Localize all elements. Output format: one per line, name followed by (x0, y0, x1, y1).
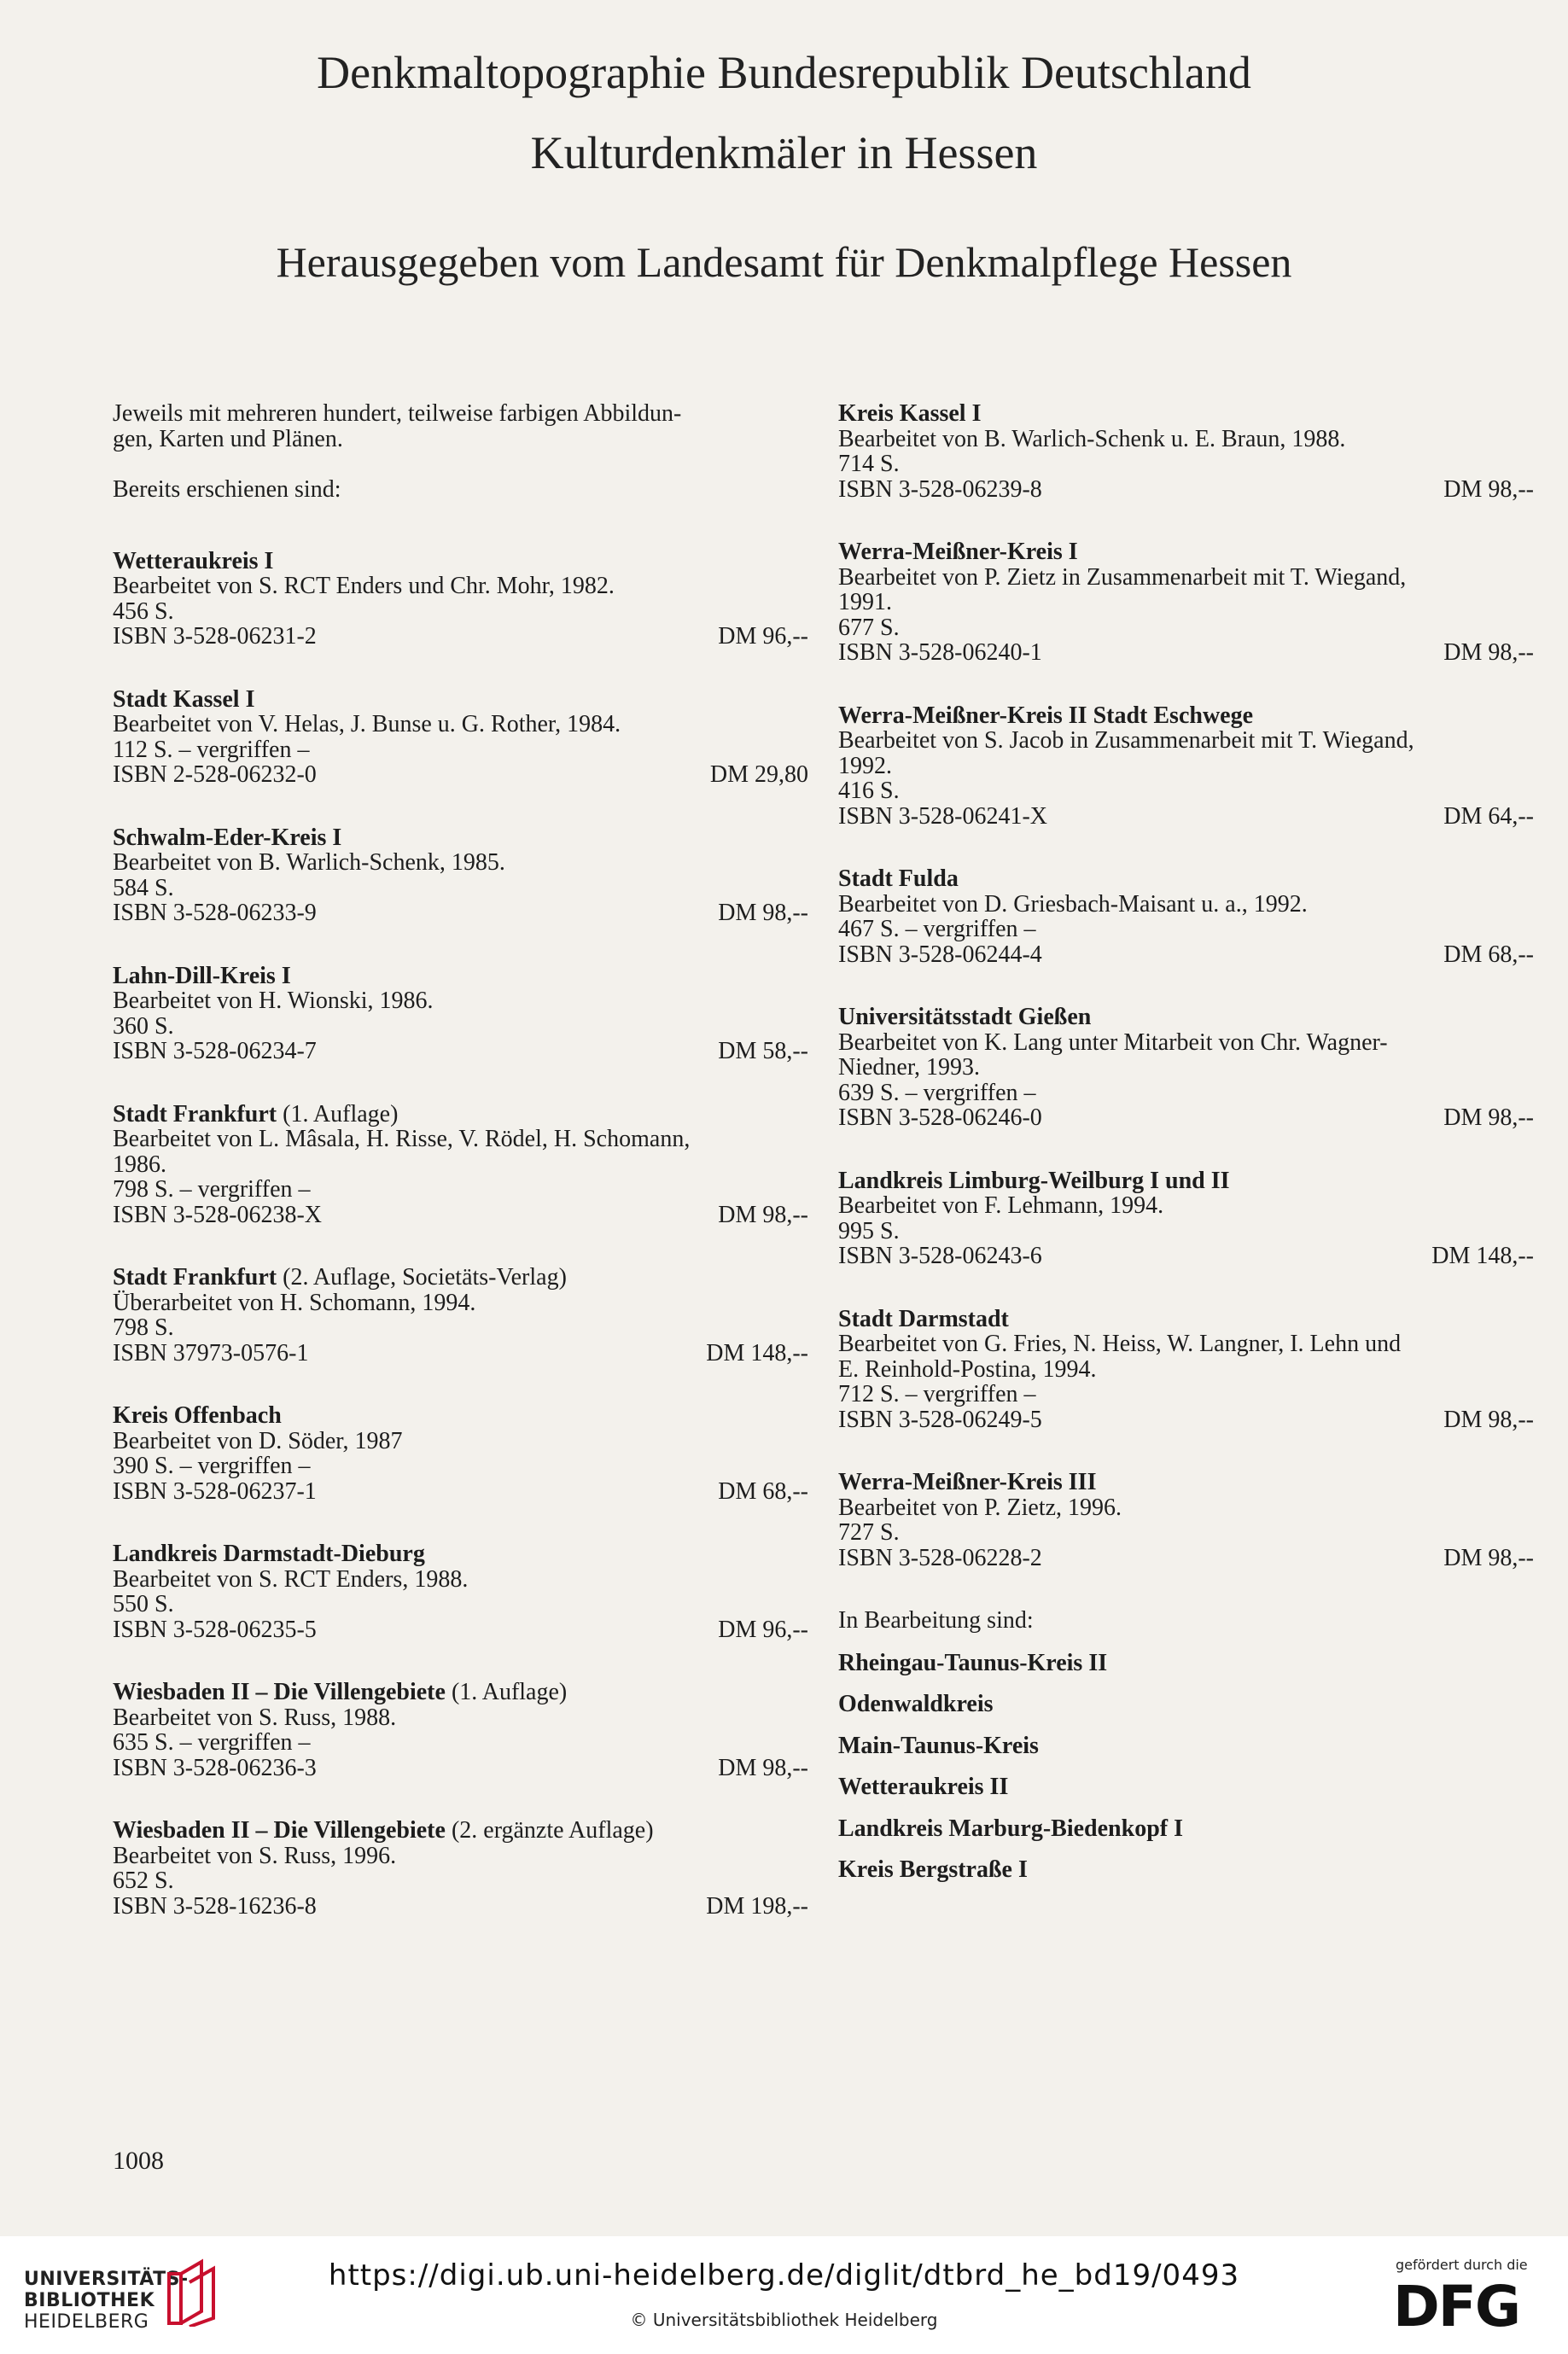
volume-entry (838, 1005, 1534, 1131)
volume-title (113, 1541, 808, 1567)
volume-detail: 1992. (838, 752, 892, 779)
volume-detail: 798 S. (113, 1314, 174, 1341)
isbn: ISBN 3-528-06235-5 (113, 1616, 317, 1643)
series-subtitle: Kulturdenkmäler in Hessen (530, 127, 1038, 178)
in-progress-label: In Bearbeitung sind: (838, 1607, 1034, 1634)
isbn: ISBN 3-528-06236-3 (113, 1754, 317, 1781)
in-progress-item: Odenwaldkreis (838, 1691, 994, 1717)
price: DM 148,-- (706, 1339, 808, 1366)
volume-title (113, 687, 808, 713)
source-url-link[interactable]: https://digi.ub.uni-heidelberg.de/diglit/dtbrd_he_bd19/0493 (328, 2258, 1240, 2293)
isbn-price-row (838, 1407, 1534, 1433)
isbn-price-row (838, 1546, 1534, 1571)
volume-detail: 1991. (838, 589, 892, 615)
volume-title-text: Universitätsstadt Gießen (838, 1004, 1092, 1030)
isbn: ISBN 3-528-06233-9 (113, 900, 317, 926)
intro-line: gen, Karten und Plänen. (113, 425, 343, 452)
volume-entry (838, 703, 1534, 830)
price: DM 68,-- (1443, 941, 1534, 968)
volume-entry (113, 825, 808, 926)
volume-detail: Bearbeitet von F. Lehmann, 1994. (838, 1192, 1164, 1219)
volume-entry (838, 1470, 1534, 1570)
volume-detail: Bearbeitet von S. Russ, 1996. (113, 1842, 397, 1869)
volume-detail: Bearbeitet von H. Wionski, 1986. (113, 988, 434, 1014)
volume-title-text: Wiesbaden II – Die Villengebiete (113, 1679, 446, 1705)
in-progress-section (838, 1608, 1534, 1883)
volume-detail: Bearbeitet von D. Söder, 1987 (113, 1427, 403, 1454)
isbn-price-row (113, 900, 808, 926)
library-name-line: BIBLIOTHEK (24, 2290, 155, 2311)
isbn: ISBN 3-528-06228-2 (838, 1544, 1042, 1571)
volume-entry (838, 539, 1534, 666)
right-column (838, 401, 1534, 1899)
volume-detail: 635 S. – vergriffen – (113, 1729, 311, 1756)
funding-caption: gefördert durch die (1396, 2257, 1528, 2273)
volume-detail: 714 S. (838, 451, 900, 477)
volume-title-text: Stadt Kassel I (113, 685, 255, 713)
volume-detail: Bearbeitet von S. Jacob in Zusammenarbeit mit T. Wiegand, (838, 727, 1414, 754)
volume-detail: Bearbeitet von S. Russ, 1988. (113, 1704, 397, 1731)
volume-detail: Bearbeitet von B. Warlich-Schenk, 1985. (113, 849, 505, 876)
price: DM 198,-- (706, 1892, 808, 1920)
isbn: ISBN 3-528-06239-8 (838, 475, 1042, 503)
isbn-price-row (113, 1203, 808, 1228)
volume-entry (838, 401, 1534, 502)
in-progress-item: Landkreis Marburg-Biedenkopf I (838, 1815, 1183, 1842)
volume-entry (838, 866, 1534, 967)
volume-entry (113, 1541, 808, 1642)
volume-detail: 727 S. (838, 1519, 900, 1546)
volume-title (838, 1005, 1534, 1030)
library-name-line: UNIVERSITÄTS- (24, 2269, 189, 2290)
price: DM 98,-- (718, 900, 808, 926)
volume-title-text: Wetteraukreis I (113, 547, 274, 574)
volume-detail: 712 S. – vergriffen – (838, 1381, 1036, 1407)
volume-title-text: Stadt Darmstadt (838, 1305, 1009, 1332)
price: DM 29,80 (709, 761, 808, 788)
volume-detail: Überarbeitet von H. Schomann, 1994. (113, 1289, 476, 1316)
volume-title (113, 1680, 808, 1705)
isbn-price-row (113, 762, 808, 788)
isbn-price-row (113, 1039, 808, 1064)
volume-title-text: Werra-Meißner-Kreis II Stadt Eschwege (838, 702, 1254, 729)
volume-entry (113, 687, 808, 788)
volume-edition-note: (2. Auflage, Societäts-Verlag) (277, 1264, 567, 1291)
published-label: Bereits erschienen sind: (113, 476, 341, 503)
price: DM 96,-- (718, 623, 808, 650)
volume-edition-note: (2. ergänzte Auflage) (445, 1817, 654, 1844)
volume-title-text: Wiesbaden II – Die Villengebiete (113, 1817, 446, 1844)
volume-detail: 1986. (113, 1151, 166, 1178)
in-progress-item: Rheingau-Taunus-Kreis II (838, 1649, 1108, 1676)
in-progress-item: Kreis Bergstraße I (838, 1856, 1028, 1883)
volume-detail: 467 S. – vergriffen – (838, 916, 1036, 942)
isbn: ISBN 3-528-06234-7 (113, 1038, 317, 1064)
isbn: ISBN 3-528-06238-X (113, 1201, 322, 1228)
series-title: Denkmaltopographie Bundesrepublik Deutschland (317, 47, 1251, 98)
volume-detail: Niedner, 1993. (838, 1054, 981, 1081)
isbn-price-row (838, 477, 1534, 503)
volume-detail: 677 S. (838, 614, 900, 641)
volume-detail: Bearbeitet von K. Lang unter Mitarbeit von Chr. Wagner- (838, 1028, 1388, 1056)
library-name-line: HEIDELBERG (24, 2311, 149, 2333)
volume-title-text: Werra-Meißner-Kreis I (838, 539, 1078, 565)
volume-detail: Bearbeitet von L. Mâsala, H. Risse, V. Rödel, H. Schomann, (113, 1126, 691, 1152)
publisher-line: Herausgegeben vom Landesamt für Denkmalpflege Hessen (276, 238, 1292, 286)
volume-title (838, 401, 1534, 427)
price: DM 98,-- (718, 1754, 808, 1781)
isbn: ISBN 3-528-06237-1 (113, 1477, 317, 1505)
volume-title (838, 1168, 1534, 1194)
volume-title (838, 539, 1534, 565)
volume-detail: Bearbeitet von V. Helas, J. Bunse u. G. Rother, 1984. (113, 711, 621, 737)
volume-detail: Bearbeitet von G. Fries, N. Heiss, W. Langner, I. Lehn und (838, 1331, 1402, 1357)
volume-title (113, 1818, 808, 1844)
volume-entry (113, 1818, 808, 1919)
volume-detail: 390 S. – vergriffen – (113, 1453, 311, 1479)
volume-entry (838, 1168, 1534, 1269)
volume-detail: 360 S. (113, 1012, 174, 1040)
volume-entry (113, 1265, 808, 1366)
price: DM 98,-- (1443, 475, 1534, 503)
price: DM 148,-- (1431, 1243, 1534, 1269)
isbn: ISBN 37973-0576-1 (113, 1339, 309, 1366)
in-progress-item: Main-Taunus-Kreis (838, 1732, 1039, 1759)
volume-title (838, 703, 1534, 729)
volume-detail: 798 S. – vergriffen – (113, 1176, 311, 1203)
volume-title (113, 1102, 808, 1127)
isbn-price-row (113, 1894, 808, 1920)
intro-text (113, 401, 808, 452)
isbn-price-row (113, 1756, 808, 1781)
volume-detail: 652 S. (113, 1867, 174, 1894)
volume-entry (113, 964, 808, 1064)
volume-title (113, 549, 808, 574)
price: DM 96,-- (718, 1616, 808, 1643)
volume-detail: 456 S. (113, 597, 174, 625)
isbn: ISBN 2-528-06232-0 (113, 761, 317, 788)
isbn: ISBN 3-528-06246-0 (838, 1104, 1042, 1131)
volume-edition-note: (1. Auflage) (277, 1100, 399, 1127)
volume-title-text: Landkreis Limburg-Weilburg I und II (838, 1167, 1230, 1194)
in-progress-list (838, 1651, 1534, 1883)
volume-title-text: Werra-Meißner-Kreis III (838, 1469, 1097, 1495)
copyright-notice: © Universitätsbibliothek Heidelberg (630, 2310, 938, 2330)
volume-detail: Bearbeitet von P. Zietz in Zusammenarbeit mit T. Wiegand, (838, 563, 1407, 591)
volume-entry (838, 1307, 1534, 1433)
volume-detail: 112 S. – vergriffen – (113, 736, 310, 763)
footer-bar (0, 2236, 1568, 2354)
published-volume-list (113, 549, 808, 1920)
volume-entry (113, 1102, 808, 1228)
isbn: ISBN 3-528-06244-4 (838, 941, 1042, 968)
volume-title (838, 1307, 1534, 1332)
volume-title-text: Stadt Frankfurt (113, 1264, 277, 1291)
published-volume-list (838, 401, 1534, 1570)
isbn: ISBN 3-528-16236-8 (113, 1892, 317, 1920)
isbn-price-row (113, 1617, 808, 1643)
isbn-price-row (838, 1105, 1534, 1131)
price: DM 68,-- (718, 1477, 808, 1505)
volume-title-text: Kreis Offenbach (113, 1402, 282, 1429)
isbn-price-row (838, 804, 1534, 830)
volume-title-text: Stadt Fulda (838, 865, 959, 892)
left-column (113, 401, 808, 1956)
volume-detail: 550 S. (113, 1591, 174, 1617)
volume-detail: 639 S. – vergriffen – (838, 1079, 1036, 1106)
volume-entry (113, 549, 808, 650)
volume-detail: 995 S. (838, 1217, 900, 1244)
in-progress-item: Wetteraukreis II (838, 1774, 1009, 1800)
price: DM 58,-- (718, 1038, 808, 1064)
page-number: 1008 (113, 2147, 164, 2175)
isbn-price-row (113, 1479, 808, 1505)
volume-title (838, 866, 1534, 892)
volume-title-text: Stadt Frankfurt (113, 1100, 277, 1127)
isbn: ISBN 3-528-06231-2 (113, 623, 317, 650)
volume-detail: Bearbeitet von B. Warlich-Schenk u. E. Braun, 1988. (838, 425, 1346, 452)
volume-detail: 584 S. (113, 874, 174, 901)
price: DM 98,-- (1443, 1544, 1534, 1571)
volume-title (838, 1470, 1534, 1495)
price: DM 98,-- (1443, 1104, 1534, 1131)
isbn: ISBN 3-528-06240-1 (838, 639, 1042, 666)
price: DM 98,-- (718, 1201, 808, 1228)
volume-detail: Bearbeitet von D. Griesbach-Maisant u. a., 1992. (838, 890, 1308, 918)
isbn: ISBN 3-528-06241-X (838, 802, 1047, 830)
volume-edition-note: (1. Auflage) (445, 1679, 568, 1705)
volume-title (113, 964, 808, 989)
isbn-price-row (838, 942, 1534, 968)
intro-line: Jeweils mit mehreren hundert, teilweise farbigen Abbildun- (113, 400, 682, 427)
volume-title-text: Kreis Kassel I (838, 400, 982, 427)
isbn: ISBN 3-528-06243-6 (838, 1243, 1042, 1269)
volume-title (113, 825, 808, 851)
volume-title-text: Schwalm-Eder-Kreis I (113, 824, 342, 851)
volume-detail: E. Reinhold-Postina, 1994. (838, 1355, 1097, 1383)
price: DM 98,-- (1443, 639, 1534, 666)
volume-entry (113, 1680, 808, 1780)
volume-title (113, 1403, 808, 1429)
isbn-price-row (113, 1341, 808, 1366)
isbn: ISBN 3-528-06249-5 (838, 1406, 1042, 1433)
isbn-price-row (113, 624, 808, 650)
price: DM 98,-- (1443, 1406, 1534, 1433)
price: DM 64,-- (1443, 802, 1534, 830)
volume-title-text: Landkreis Darmstadt-Dieburg (113, 1541, 425, 1567)
volume-detail: Bearbeitet von S. RCT Enders, 1988. (113, 1565, 469, 1593)
volume-entry (113, 1403, 808, 1504)
volume-title (113, 1265, 808, 1291)
isbn-price-row (838, 640, 1534, 666)
volume-title-text: Lahn-Dill-Kreis I (113, 962, 291, 989)
volume-detail: Bearbeitet von P. Zietz, 1996. (838, 1494, 1122, 1521)
volume-detail: 416 S. (838, 778, 900, 804)
dfg-logo: DFG (1393, 2274, 1520, 2339)
volume-detail: Bearbeitet von S. RCT Enders und Chr. Mohr, 1982. (113, 573, 615, 599)
isbn-price-row (838, 1244, 1534, 1269)
